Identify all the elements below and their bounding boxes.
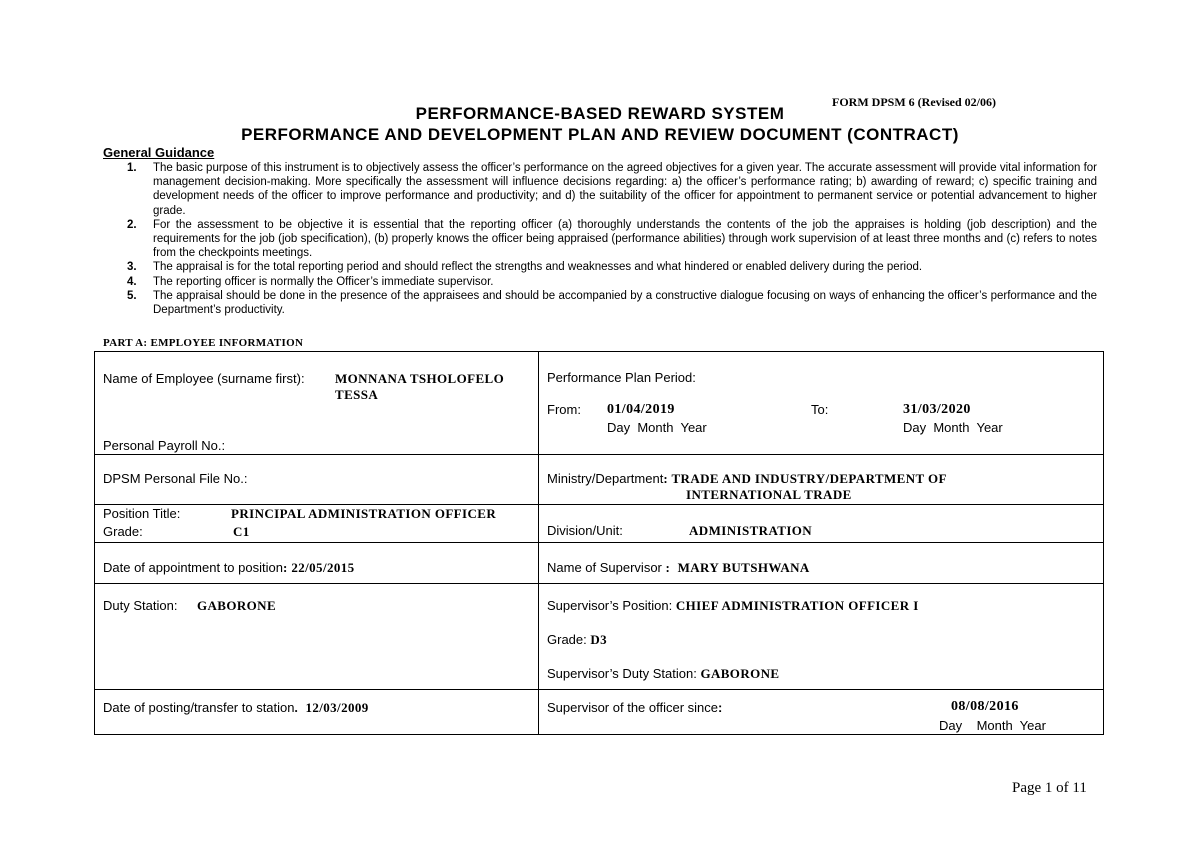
- supervisor-name-value: : MARY BUTSHWANA: [661, 560, 810, 575]
- row-divider: [95, 542, 1103, 543]
- guidance-item-number: 2.: [127, 218, 137, 231]
- supervisor-name-label: [547, 560, 810, 576]
- from-label: From:: [547, 402, 581, 417]
- position-value: PRINCIPAL ADMINISTRATION OFFICER: [231, 506, 497, 521]
- supervisor-since-label: [547, 700, 722, 715]
- posting-date-value: . 12/03/2009: [294, 700, 369, 715]
- guidance-item: [103, 218, 1097, 261]
- supervisor-since-label-text: Supervisor of the officer since: [547, 700, 719, 715]
- guidance-item: [103, 260, 1097, 274]
- supervisor-station-label: [547, 666, 779, 682]
- file-no-label: DPSM Personal File No.:: [103, 471, 248, 486]
- guidance-item-number: 3.: [127, 261, 137, 274]
- row-divider: [95, 504, 1103, 505]
- to-date: 31/03/2020: [903, 402, 971, 417]
- supervisor-grade-label-text: Grade:: [547, 632, 587, 647]
- duty-station-label: Duty Station:: [103, 598, 178, 613]
- row-divider: [95, 583, 1103, 584]
- from-date-format: Day Month Year: [607, 420, 707, 435]
- guidance-item: [103, 275, 1097, 289]
- ministry-label-text: Ministry/Department: [547, 471, 664, 486]
- grade-label: Grade:: [103, 524, 143, 539]
- to-date-format: Day Month Year: [903, 420, 1003, 435]
- supervisor-station-label-text: Supervisor’s Duty Station:: [547, 666, 697, 681]
- ministry-value: : TRADE AND INDUSTRY/DEPARTMENT OF: [663, 471, 947, 486]
- guidance-item-text: The reporting officer is normally the Officer’s immediate supervisor.: [153, 275, 494, 288]
- supervisor-position-label: [547, 598, 919, 614]
- employee-name-value-cont: TESSA: [335, 387, 379, 402]
- guidance-heading: General Guidance: [103, 145, 215, 160]
- guidance-item-text: For the assessment to be objective it is essential that the reporting officer (a) thoroughly understands the contents of the job the appraises is holding (job description) and the requirements for the job (job specification), (b) properly knows the officer being appraised (performance abilities) through work supervision of at least three months and (c) refers to notes from the checkpoints meetings.: [153, 218, 1097, 260]
- supervisor-since-value: 08/08/2016: [951, 699, 1019, 714]
- supervisor-position-value: CHIEF ADMINISTRATION OFFICER I: [675, 598, 919, 613]
- supervisor-since-format: Day Month Year: [939, 718, 1046, 733]
- row-divider: [95, 689, 1103, 690]
- guidance-item: [103, 289, 1097, 317]
- supervisor-position-label-text: Supervisor’s Position:: [547, 598, 673, 613]
- division-label: Division/Unit:: [547, 523, 623, 538]
- column-divider: [538, 352, 539, 734]
- guidance-item-number: 5.: [127, 289, 137, 302]
- guidance-item-number: 1.: [127, 162, 137, 174]
- guidance-item-text: The appraisal should be done in the presence of the appraisees and should be accompanied by a constructive dialogue focusing on ways of enhancing the officer’s performance and the Department’s productivity.: [153, 289, 1097, 317]
- supervisor-since-colon: :: [718, 700, 723, 715]
- appointment-date-value: : 22/05/2015: [282, 560, 355, 575]
- form-code: FORM DPSM 6 (Revised 02/06): [832, 95, 996, 109]
- page-number: Page 1 of 11: [1012, 780, 1087, 796]
- supervisor-name-label-text: Name of Supervisor: [547, 560, 662, 575]
- guidance-item-text: The basic purpose of this instrument is to objectively assess the officer’s performance on the agreed objectives for a given year. The accurate assessment will provide vital information for management decision-making. More specifically the assessment will influence decisions regarding: a) the officer’s performance rating; b) awarding of reward; c) specific training and development needs of the officer to improve performance and productivity; and d) the suitability of the officer for appointment to permanent service or potential advancement to higher grade.: [153, 162, 1097, 217]
- part-a-heading: PART A: EMPLOYEE INFORMATION: [103, 337, 304, 349]
- posting-date-label-text: Date of posting/transfer to station: [103, 700, 295, 715]
- document-title: PERFORMANCE-BASED REWARD SYSTEM: [415, 104, 785, 123]
- supervisor-grade-value: D3: [590, 632, 608, 647]
- document-subtitle: PERFORMANCE AND DEVELOPMENT PLAN AND REVIEW DOCUMENT (CONTRACT): [241, 125, 959, 144]
- ministry-value-cont: INTERNATIONAL TRADE: [686, 487, 852, 502]
- duty-station-value: GABORONE: [197, 598, 277, 613]
- plan-period-label: Performance Plan Period:: [547, 370, 696, 385]
- guidance-item: [103, 161, 1097, 218]
- row-divider: [95, 454, 1103, 455]
- guidance-list: [103, 161, 1097, 317]
- grade-value: C1: [233, 524, 250, 539]
- appointment-date-label-text: Date of appointment to position: [103, 560, 283, 575]
- division-value: ADMINISTRATION: [689, 523, 813, 538]
- appointment-date-label: [103, 560, 355, 576]
- guidance-item-text: The appraisal is for the total reporting period and should reflect the strengths and weaknesses and what hindered or enabled delivery during the period.: [153, 261, 923, 274]
- employee-info-table: [94, 351, 1104, 735]
- supervisor-grade-label: [547, 632, 607, 648]
- from-date: 01/04/2019: [607, 402, 675, 417]
- supervisor-station-value: GABORONE: [700, 666, 780, 681]
- ministry-label: [547, 471, 947, 487]
- position-label: Position Title:: [103, 506, 181, 521]
- guidance-item-number: 4.: [127, 275, 137, 288]
- posting-date-label: [103, 700, 369, 716]
- payroll-label: Personal Payroll No.:: [103, 438, 226, 453]
- employee-name-label: Name of Employee (surname first):: [103, 371, 305, 386]
- employee-name-value: MONNANA TSHOLOFELO: [335, 371, 505, 386]
- to-label: To:: [811, 402, 829, 417]
